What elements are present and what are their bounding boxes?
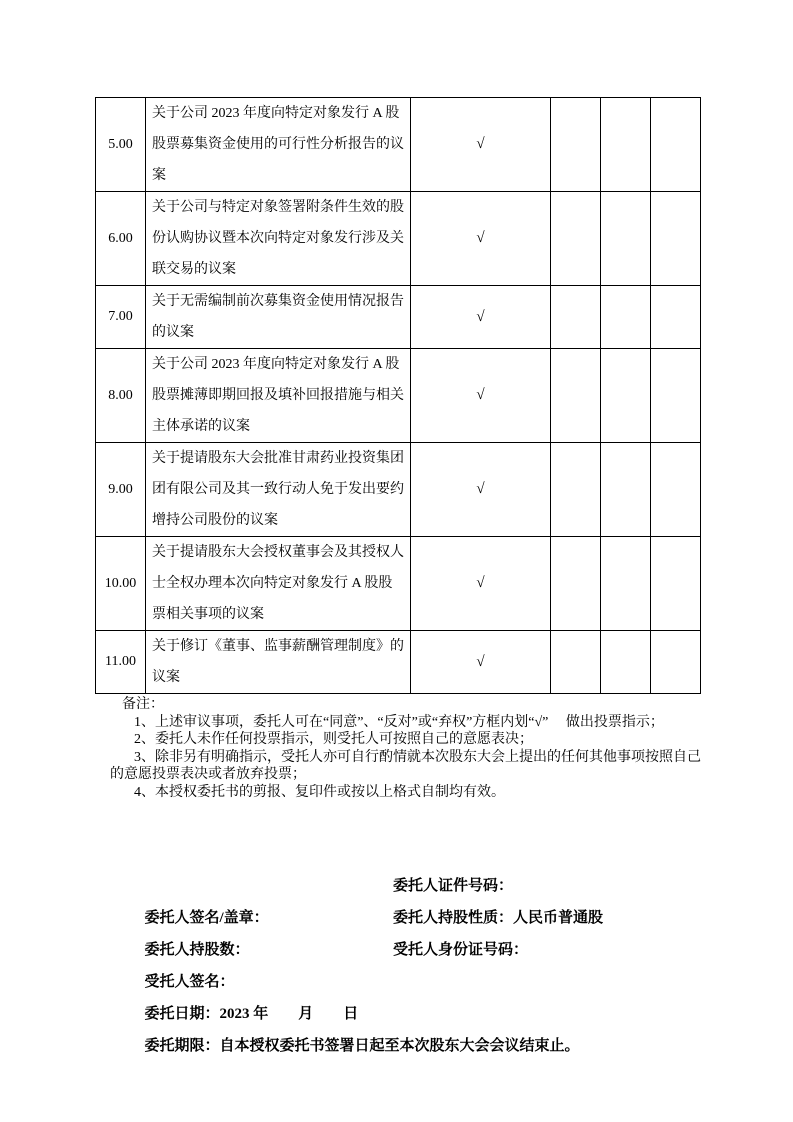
table-row [96,631,701,694]
extra-cell [651,286,701,349]
date-value: 2023 年 月 日 [219,1006,359,1022]
oppose-vote-cell [551,286,601,349]
proposal-text-cell: 关于无需编制前次募集资金使用情况报告的议案 [146,286,411,349]
abstain-vote-cell [601,192,651,286]
extra-cell [651,537,701,631]
trustee-id-label: 受托人身份证号码： [393,942,529,958]
grantor-shares-label: 委托人持股数： [144,942,250,958]
trustee-signature-label: 受托人签名： [144,974,235,990]
term-value: 自本授权委托书签署日起至本次股东大会会议结束止。 [219,1038,580,1054]
oppose-vote-cell [551,443,601,537]
grantor-signature-label: 委托人签名/盖章： [144,910,269,926]
row-number-cell: 9.00 [96,443,146,537]
agree-vote-cell: √ [411,537,551,631]
extra-cell [651,98,701,192]
table-row [96,192,701,286]
grantor-share-type-label: 委托人持股性质： [393,910,514,926]
agree-vote-cell: √ [411,443,551,537]
note-item: 2、委托人未作任何投票指示，则受托人可按照自己的意愿表决； [134,732,533,747]
term-label: 委托期限： [144,1038,220,1054]
agree-vote-cell: √ [411,192,551,286]
extra-cell [651,349,701,443]
proposal-text-cell: 关于修订《董事、监事薪酬管理制度》的议案 [146,631,411,694]
oppose-vote-cell [551,537,601,631]
notes-items [110,714,714,802]
proposal-table [95,97,701,694]
row-number-cell: 10.00 [96,537,146,631]
date-label: 委托日期： [144,1006,220,1022]
table-row [96,98,701,192]
row-number-cell: 8.00 [96,349,146,443]
table-row [96,443,701,537]
note-item: 4、本授权委托书的剪报、复印件或按以上格式自制均有效。 [134,784,505,800]
notes-title: 备注： [122,697,164,712]
proposal-table-body [96,98,701,694]
table-row [96,537,701,631]
signature-row [122,934,722,990]
oppose-vote-cell [551,631,601,694]
row-number-cell: 7.00 [96,286,146,349]
oppose-vote-cell [551,192,601,286]
signature-row [122,998,722,1054]
proposal-text-cell: 关于公司 2023 年度向特定对象发行 A 股股票摊薄即期回报及填补回报措施与相关主体承诺的议案 [146,349,411,443]
agree-vote-cell: √ [411,631,551,694]
abstain-vote-cell [601,443,651,537]
grantor-id-label: 委托人证件号码： [393,878,514,894]
extra-cell [651,443,701,537]
notes-section [110,696,714,801]
agree-vote-cell: √ [411,98,551,192]
oppose-vote-cell [551,349,601,443]
agree-vote-cell: √ [411,286,551,349]
agree-vote-cell: √ [411,349,551,443]
abstain-vote-cell [601,98,651,192]
oppose-vote-cell [551,98,601,192]
proposal-text-cell: 关于公司与特定对象签署附条件生效的股份认购协议暨本次向特定对象发行涉及关联交易的议案 [146,192,411,286]
grantor-share-type [393,902,603,934]
table-row [96,349,701,443]
proposal-text-cell: 关于提请股东大会授权董事会及其授权人士全权办理本次向特定对象发行 A 股股票相关事项的议案 [146,537,411,631]
row-number-cell: 5.00 [96,98,146,192]
row-number-cell: 11.00 [96,631,146,694]
abstain-vote-cell [601,631,651,694]
signature-row [122,966,722,1022]
grantor-share-type-value: 人民币普通股 [513,910,604,926]
table-row [96,286,701,349]
note-item: 3、除非另有明确指示，受托人亦可自行酌情就本次股东大会上提出的任何其他事项按照自己的意愿投票表决或者放弃投票； [110,749,701,782]
abstain-vote-cell [601,349,651,443]
extra-cell [651,192,701,286]
row-number-cell: 6.00 [96,192,146,286]
proposal-text-cell: 关于公司 2023 年度向特定对象发行 A 股股票募集资金使用的可行性分析报告的议案 [146,98,411,192]
abstain-vote-cell [601,286,651,349]
proposal-text-cell: 关于提请股东大会批准甘肃药业投资集团团有限公司及其一致行动人免于发出要约增持公司股份的议案 [146,443,411,537]
signature-section [122,870,722,1054]
note-item: 1、上述审议事项，委托人可在“同意”、“反对”或“弃权”方框内划“√” 做出投票指示； [134,714,664,730]
abstain-vote-cell [601,537,651,631]
extra-cell [651,631,701,694]
